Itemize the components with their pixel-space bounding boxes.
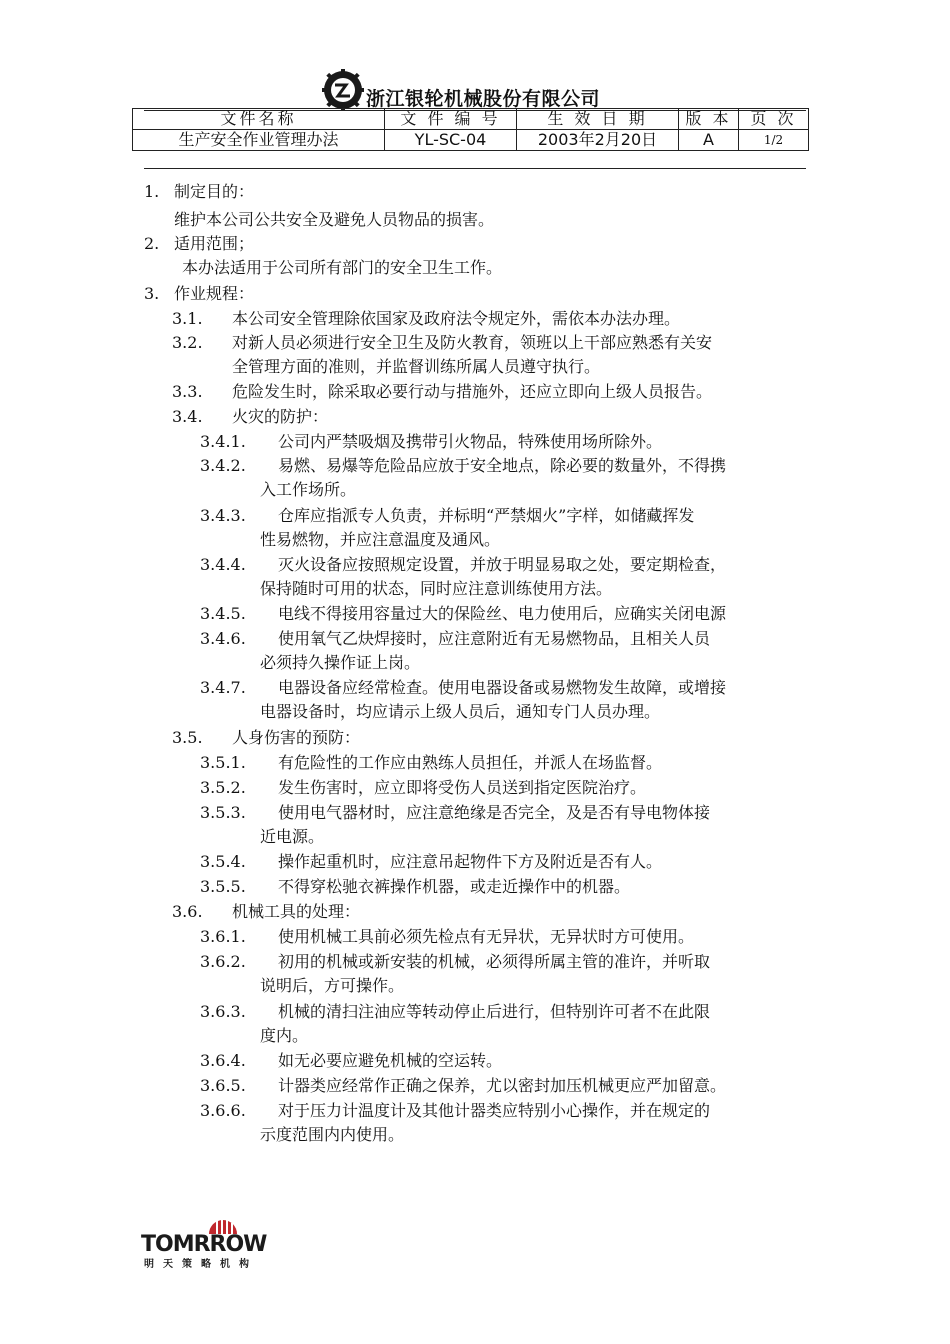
clause-text: 对于压力计温度计及其他计器类应特别小心操作，并在规定的 [278,1101,711,1120]
header-version: 版 本 [679,109,739,130]
clause-number: 3. [144,284,160,303]
clause-number: 3.5.5. [200,877,246,896]
footer-logo-subtitle: 明天策略机构 [144,1259,258,1270]
clause-text: 机械的清扫注油应等转动停止后进行，但特别许可者不在此限 [278,1002,711,1021]
document-info-table [132,108,809,151]
clause-text: 全管理方面的准则，并监督训练所属人员遵守执行。 [232,357,601,376]
clause-number: 3.1. [172,309,203,328]
clause-number: 3.4.1. [200,432,246,451]
clause-number: 1. [144,182,160,201]
info-table-value-row [133,130,809,151]
clause-text: 易燃、易爆等危险品应放于安全地点，除必要的数量外，不得携 [278,456,727,475]
company-logo-icon [322,69,364,111]
clause-number: 3.6.4. [200,1051,246,1070]
clause-text: 机械工具的处理： [232,902,361,921]
company-name: 浙江银轮机械股份有限公司 [366,87,601,110]
clause-text: 公司内严禁吸烟及携带引火物品，特殊使用场所除外。 [278,432,663,451]
clause-number: 3.6.1. [200,927,246,946]
clause-text: 使用氧气乙炔焊接时，应注意附近有无易燃物品，且相关人员 [278,629,711,648]
header-file-number: 文 件 编 号 [385,109,517,130]
clause-text: 对新人员必须进行安全卫生及防火教育，领班以上干部应熟悉有关安 [232,333,713,352]
clause-text: 人身伤害的预防： [232,728,361,747]
clause-text: 本公司安全管理除依国家及政府法令规定外，需依本办法办理。 [232,309,681,328]
clause-text: 使用电气器材时，应注意绝缘是否完全，及是否有导电物体接 [278,803,711,822]
header-rule-bottom [144,168,806,169]
company-heading [322,68,600,112]
clause-number: 2. [144,234,160,253]
clause-number: 3.3. [172,382,203,401]
header-effective-date: 生 效 日 期 [517,109,679,130]
clause-number: 3.6.3. [200,1002,246,1021]
clause-number: 3.4.5. [200,604,246,623]
clause-number: 3.5.4. [200,852,246,871]
clause-text: 计器类应经常作正确之保养，尤以密封加压机械更应严加留意。 [278,1076,727,1095]
clause-number: 3.6.6. [200,1101,246,1120]
clause-text: 说明后，方可操作。 [260,976,405,995]
clause-text: 使用机械工具前必须先检点有无异状，无异状时方可使用。 [278,927,695,946]
value-page: 1/2 [739,130,809,151]
clause-number: 3.5.3. [200,803,246,822]
clause-number: 3.4.4. [200,555,246,574]
clause-text: 火灾的防护： [232,407,329,426]
clause-text: 度内。 [260,1026,309,1045]
header-file-name: 文件名称 [133,109,385,130]
clause-number: 3.6.2. [200,952,246,971]
clause-number: 3.4.2. [200,456,246,475]
clause-text: 不得穿松驰衣裤操作机器，或走近操作中的机器。 [278,877,631,896]
clause-text: 本办法适用于公司所有部门的安全卫生工作。 [182,258,503,277]
value-file-number: YL-SC-04 [385,130,517,151]
value-version: A [679,130,739,151]
value-effective-date: 2003年2月20日 [517,130,679,151]
clause-text: 必须持久操作证上岗。 [260,653,421,672]
footer-logo [141,1212,307,1268]
clause-text: 维护本公司公共安全及避免人员物品的损害。 [174,210,495,229]
clause-text: 入工作场所。 [260,480,357,499]
clause-text: 初用的机械或新安装的机械，必须得所属主管的准许，并听取 [278,952,711,971]
clause-text: 示度范围内内使用。 [260,1125,405,1144]
clause-number: 3.4.6. [200,629,246,648]
clause-text: 性易燃物，并应注意温度及通风。 [260,530,501,549]
clause-text: 有危险性的工作应由熟练人员担任，并派人在场监督。 [278,753,663,772]
clause-text: 制定目的： [174,182,255,201]
clause-number: 3.4.3. [200,506,246,525]
clause-text: 电器设备应经常检查。使用电器设备或易燃物发生故障，或增接 [278,678,727,697]
header-page: 页 次 [739,109,809,130]
clause-text: 灭火设备应按照规定设置，并放于明显易取之处，要定期检查， [278,555,727,574]
tomorrow-logo-icon [141,1212,307,1234]
value-file-name: 生产安全作业管理办法 [133,130,385,151]
clause-number: 3.5. [172,728,203,747]
clause-text: 操作起重机时，应注意吊起物件下方及附近是否有人。 [278,852,663,871]
clause-number: 3.4. [172,407,203,426]
clause-number: 3.2. [172,333,203,352]
clause-text: 如无必要应避免机械的空运转。 [278,1051,503,1070]
clause-text: 仓库应指派专人负责，并标明“严禁烟火”字样，如储藏挥发 [278,506,695,525]
clause-number: 3.4.7. [200,678,246,697]
info-table-header-row [133,109,809,130]
clause-number: 3.5.2. [200,778,246,797]
clause-number: 3.6.5. [200,1076,246,1095]
clause-text: 电器设备时，均应请示上级人员后，通知专门人员办理。 [260,702,661,721]
footer-logo-text: TOMRROW [141,1232,267,1257]
clause-text: 作业规程： [174,284,255,303]
clause-text: 近电源。 [260,827,325,846]
clause-text: 发生伤害时，应立即将受伤人员送到指定医院治疗。 [278,778,647,797]
clause-text: 电线不得接用容量过大的保险丝、电力使用后，应确实关闭电源 [278,604,727,623]
clause-number: 3.6. [172,902,203,921]
clause-text: 保持随时可用的状态，同时应注意训练使用方法。 [260,579,613,598]
clause-text: 危险发生时，除采取必要行动与措施外，还应立即向上级人员报告。 [232,382,713,401]
clause-text: 适用范围； [174,234,255,253]
clause-number: 3.5.1. [200,753,246,772]
